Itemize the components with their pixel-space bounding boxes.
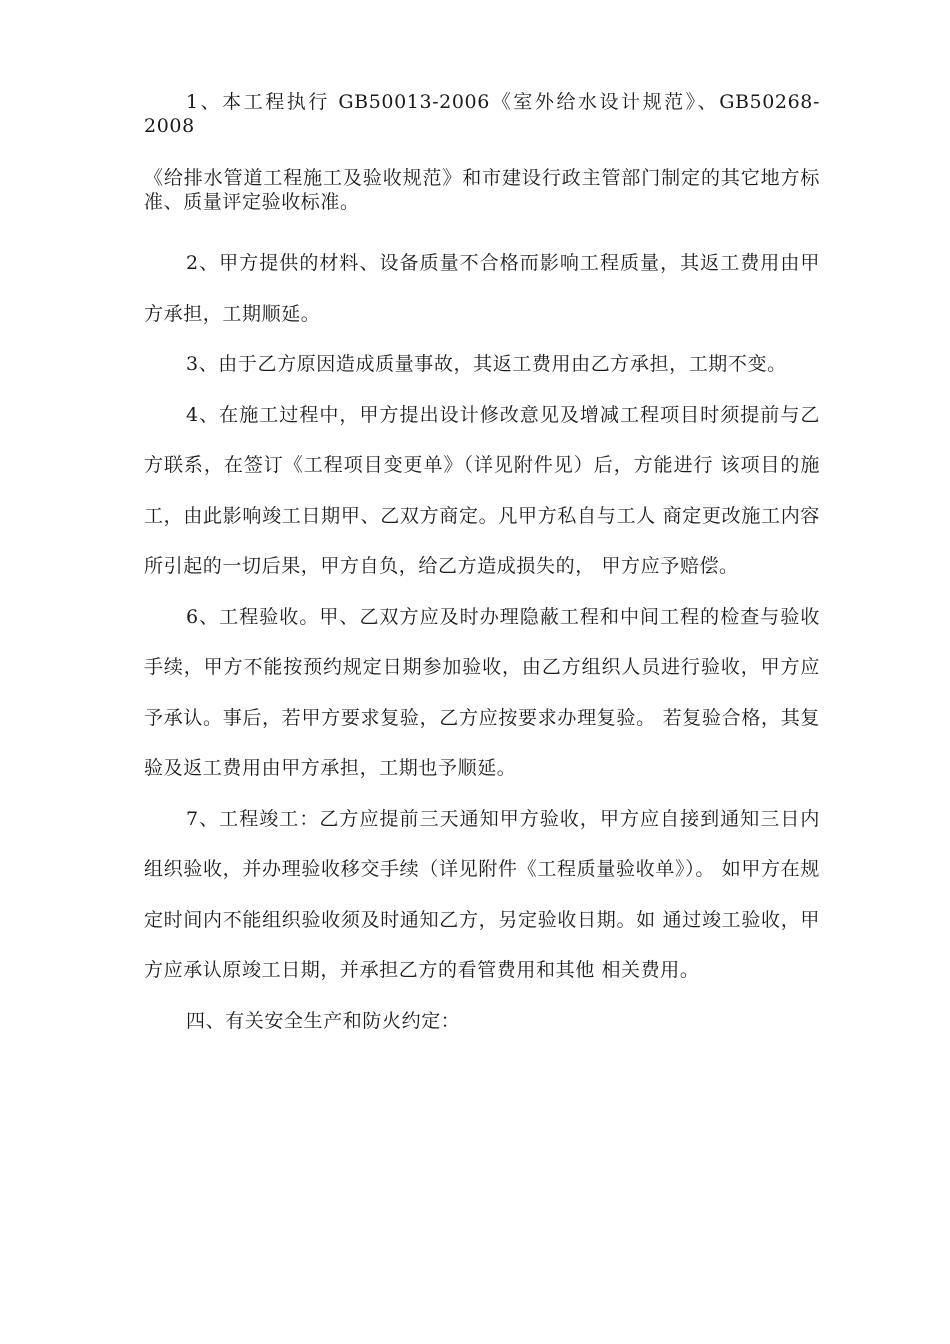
clause-3: 3、由于乙方原因造成质量事故，其返工费用由乙方承担，工期不变。 [186,353,787,375]
clause-1-line-1: 1、本工程执行 GB50013-2006《室外给水设计规范》、GB50268-2008 [144,91,820,137]
clause-1-continued: 《给排水管道工程施工及验收规范》和市建设行政主管部门制定的其它地方标准、质量评定验收标准。 [144,167,820,213]
clause-6: 6、工程验收。甲、乙双方应及时办理隐蔽工程和中间工程的检查与验收手续，甲方不能按预约规定日期参加验收，由乙方组织人员进行验收，甲方应予承认。事后，若甲方要求复验，乙方应按要求办理复验。 若复验合格，其复验及返工费用由甲方承担，工期也予顺延。 [144,605,820,779]
clause-7: 7、工程竣工：乙方应提前三天通知甲方验收，甲方应自接到通知三日内组织验收，并办理验收移交手续（详见附件《工程质量验收单》）。 如甲方在规定时间内不能组织验收须及时通知乙方，另定验收日期。如 通过竣工验收，甲方应承认原竣工日期，并承担乙方的看管费用和其他 相关费用。 [144,807,820,981]
clause-4: 4、在施工过程中，甲方提出设计修改意见及增减工程项目时须提前与乙方联系，在签订《工程项目变更单》（详见附件见）后，方能进行 该项目的施工，由此影响竣工日期甲、乙双方商定。凡甲方私自与工人 商定更改施工内容所引起的一切后果，甲方自负，给乙方造成损失的， 甲方应予赔偿。 [144,403,820,577]
clause-2: 2、甲方提供的材料、设备质量不合格而影响工程质量，其返工费用由甲方承担，工期顺延。 [144,252,820,325]
section-heading-4: 四、有关安全生产和防火约定： [186,1009,461,1032]
document-body [144,82,820,1046]
